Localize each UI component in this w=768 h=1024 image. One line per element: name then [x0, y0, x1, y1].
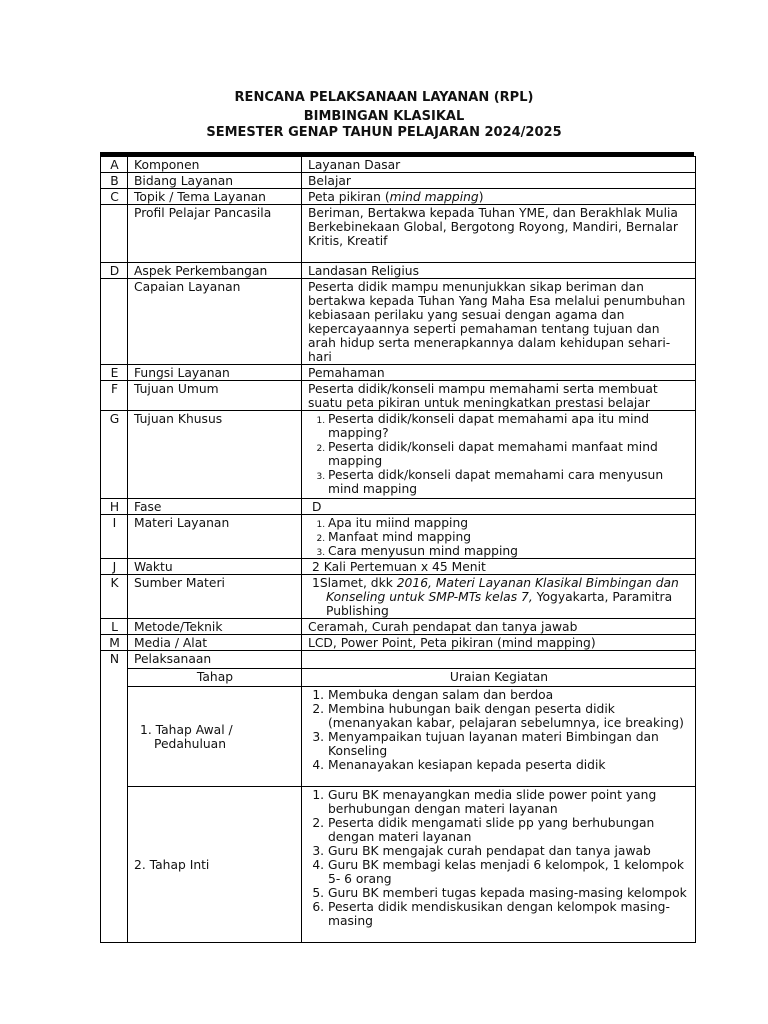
row-code: A — [101, 157, 128, 173]
row-value: Landasan Religius — [302, 263, 696, 279]
row-code: M — [101, 635, 128, 651]
row-value — [302, 411, 696, 499]
stage-label — [128, 687, 302, 787]
list-item: 4. Guru BK membagi kelas menjadi 6 kelompok, 1 kelompok 5- 6 orang — [328, 858, 690, 886]
row-media — [101, 635, 696, 651]
row-code: G — [101, 411, 128, 499]
list-item: 4. Menanayakan kesiapan kepada peserta didik — [328, 758, 690, 772]
row-bidang — [101, 173, 696, 189]
list-item: 1. Apa itu miind mapping — [328, 516, 690, 530]
row-komponen — [101, 157, 696, 173]
row-value: Layanan Dasar — [302, 157, 696, 173]
row-value — [302, 651, 696, 669]
rpl-table — [100, 156, 696, 943]
row-value: Belajar — [302, 173, 696, 189]
sumber-title: 2016, Materi Layanan Klasikal Bimbingan dan Konseling untuk SMP-MTs kelas 7, — [326, 576, 679, 604]
sumber-citation — [312, 576, 690, 618]
row-value — [302, 575, 696, 619]
row-code — [101, 205, 128, 263]
row-metode — [101, 619, 696, 635]
stage-label: 2. Tahap Inti — [128, 787, 302, 943]
header-uraian: Uraian Kegiatan — [302, 669, 696, 687]
list-item: 1. Membuka dengan salam dan berdoa — [328, 688, 690, 702]
inti-list — [308, 788, 690, 928]
row-label: Topik / Tema Layanan — [128, 189, 302, 205]
row-code: F — [101, 381, 128, 411]
row-value: Peserta didik mampu menunjukkan sikap beriman dan bertakwa kepada Tuhan Yang Maha Esa melalui penumbuhan kebiasaan perilaku yang sesuai dengan agama dan kepercayaannya seperti pemahaman tentang tujuan dan arah hidup serta menerapkannya dalam kehidupan sehari-hari — [302, 279, 696, 365]
doc-semester: SEMESTER GENAP TAHUN PELAJARAN 2024/2025 — [206, 125, 562, 140]
stage-activities — [302, 687, 696, 787]
list-item: 1. Guru BK menayangkan media slide power point yang berhubungan dengan materi layanan — [328, 788, 690, 816]
row-label: Tujuan Khusus — [128, 411, 302, 499]
tahap-inti-row — [101, 787, 696, 943]
row-tujuan-khusus — [101, 411, 696, 499]
row-label: Aspek Perkembangan — [128, 263, 302, 279]
topik-close: ) — [478, 190, 484, 204]
row-value — [302, 205, 696, 263]
list-item: 3. Peserta didk/konseli dapat memahami cara menyusun mind mapping — [328, 468, 690, 496]
row-value — [302, 189, 696, 205]
tahap-awal-row — [101, 687, 696, 787]
stage-awal-text: 1. Tahap Awal / Pedahuluan — [140, 723, 233, 751]
list-item: 5. Guru BK memberi tugas kepada masing-masing kelompok — [328, 886, 690, 900]
row-code: B — [101, 173, 128, 189]
list-item: 3. Guru BK mengajak curah pendapat dan tanya jawab — [328, 844, 690, 858]
awal-list — [308, 688, 690, 772]
profil-line-1: Beriman, Bertakwa kepada Tuhan YME, dan Berakhlak Mulia — [308, 206, 678, 220]
topik-italic: mind mapping — [389, 190, 479, 204]
sumber-author: 1Slamet, dkk — [312, 576, 397, 590]
row-code: J — [101, 559, 128, 575]
row-code: H — [101, 499, 128, 515]
row-value: LCD, Power Point, Peta pikiran (mind mapping) — [302, 635, 696, 651]
row-fase — [101, 499, 696, 515]
row-value — [302, 515, 696, 559]
row-code — [101, 279, 128, 365]
list-item: 3. Menyampaikan tujuan layanan materi Bimbingan dan Konseling — [328, 730, 690, 758]
row-value: Ceramah, Curah pendapat dan tanya jawab — [302, 619, 696, 635]
row-code: K — [101, 575, 128, 619]
row-capaian — [101, 279, 696, 365]
doc-subtitle: BIMBINGAN KLASIKAL — [303, 109, 465, 124]
row-label: Capaian Layanan — [128, 279, 302, 365]
row-fungsi — [101, 365, 696, 381]
row-label: Media / Alat — [128, 635, 302, 651]
row-waktu — [101, 559, 696, 575]
row-label: Sumber Materi — [128, 575, 302, 619]
row-value: 2 Kali Pertemuan x 45 Menit — [302, 559, 696, 575]
row-label: Metode/Teknik — [128, 619, 302, 635]
row-code: E — [101, 365, 128, 381]
topik-text: Peta pikiran ( — [308, 190, 390, 204]
row-label: Pelaksanaan — [128, 651, 302, 669]
row-code: I — [101, 515, 128, 559]
row-label: Tujuan Umum — [128, 381, 302, 411]
list-item: 6. Peserta didik mendiskusikan dengan kelompok masing-masing — [328, 900, 690, 928]
row-label: Waktu — [128, 559, 302, 575]
row-label: Fungsi Layanan — [128, 365, 302, 381]
list-item: 2. Manfaat mind mapping — [328, 530, 690, 544]
row-materi — [101, 515, 696, 559]
materi-list — [308, 516, 690, 558]
row-code: D — [101, 263, 128, 279]
row-profil — [101, 205, 696, 263]
row-aspek — [101, 263, 696, 279]
doc-title: RENCANA PELAKSANAAN LAYANAN (RPL) — [234, 90, 534, 105]
sumber-publisher: Yogyakarta, Paramitra Publishing — [326, 590, 673, 618]
row-code: N — [101, 651, 128, 943]
row-label: Profil Pelajar Pancasila — [128, 205, 302, 263]
row-tujuan-umum — [101, 381, 696, 411]
list-item: 2. Membina hubungan baik dengan peserta didik (menanyakan kabar, pelajaran sebelumnya, ice breaking) — [328, 702, 690, 730]
row-code: L — [101, 619, 128, 635]
profil-line-2: Berkebinekaan Global, Bergotong Royong, Mandiri, Bernalar Kritis, Kreatif — [308, 220, 678, 248]
row-label: Bidang Layanan — [128, 173, 302, 189]
row-value: Peserta didik/konseli mampu memahami serta membuat suatu peta pikiran untuk meningkatkan prestasi belajar — [302, 381, 696, 411]
stage-activities — [302, 787, 696, 943]
row-pelaksanaan — [101, 651, 696, 669]
pelaksanaan-header — [101, 669, 696, 687]
row-value: Pemahaman — [302, 365, 696, 381]
row-label: Komponen — [128, 157, 302, 173]
row-label: Fase — [128, 499, 302, 515]
row-topik — [101, 189, 696, 205]
list-item: 2. Peserta didik/konseli dapat memahami manfaat mind mapping — [328, 440, 690, 468]
row-value: D — [302, 499, 696, 515]
header-tahap: Tahap — [128, 669, 302, 687]
list-item: 1. Peserta didik/konseli dapat memahami apa itu mind mapping? — [328, 412, 690, 440]
list-item: 2. Peserta didik mengamati slide pp yang berhubungan dengan materi layanan — [328, 816, 690, 844]
row-code: C — [101, 189, 128, 205]
list-item: 3. Cara menyusun mind mapping — [328, 544, 690, 558]
tujuan-khusus-list — [308, 412, 690, 496]
row-sumber — [101, 575, 696, 619]
row-label: Materi Layanan — [128, 515, 302, 559]
